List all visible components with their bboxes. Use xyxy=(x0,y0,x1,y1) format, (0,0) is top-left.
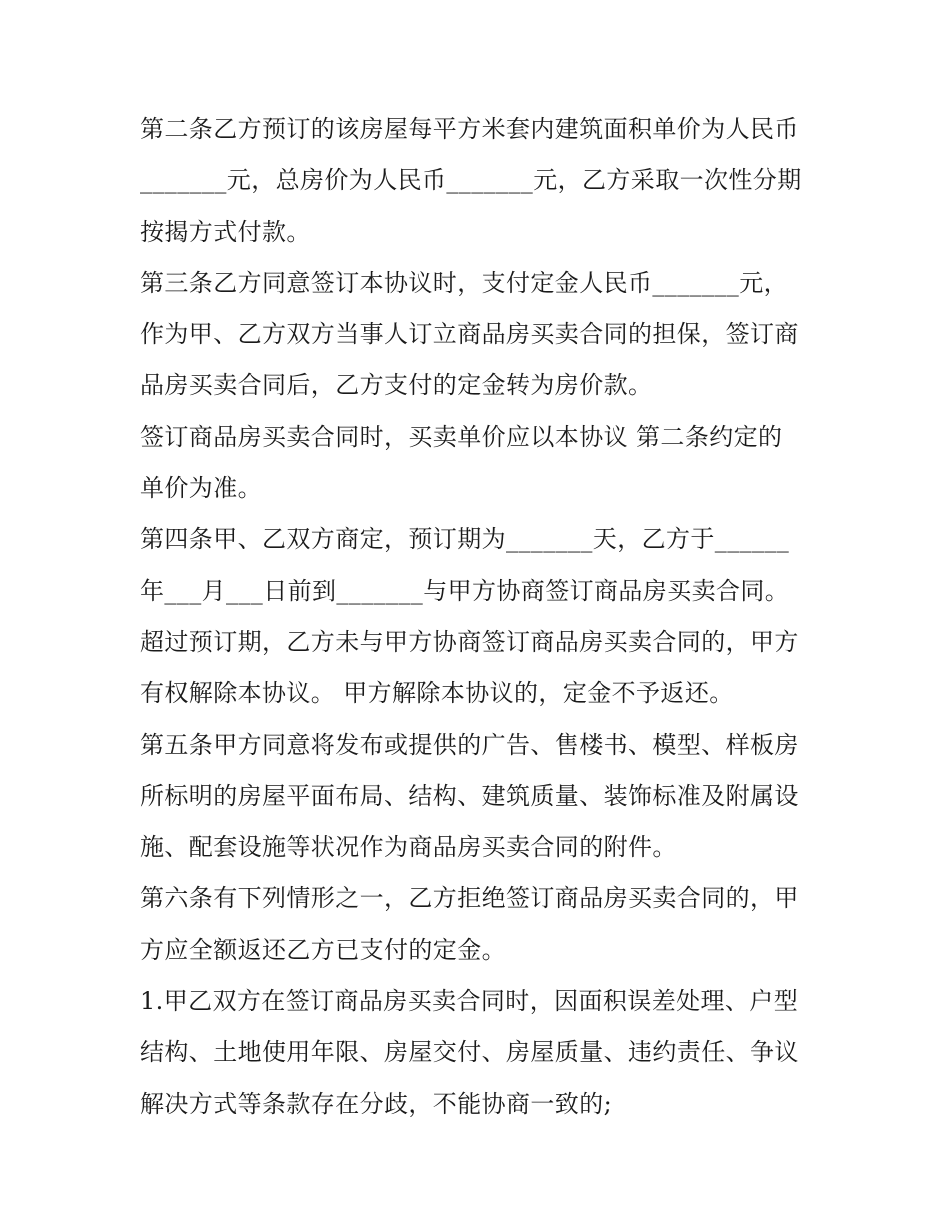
text-line: 第二条乙方预订的该房屋每平方米套内建筑面积单价为人民币 xyxy=(140,115,799,143)
text-line: 年___月___日前到_______与甲方协商签订商品房买卖合同。 xyxy=(140,576,790,605)
text-line: 方应全额返还乙方已支付的定金。 xyxy=(140,935,506,964)
text-line: 第四条甲、乙双方商定，预订期为_______天，乙方于______ xyxy=(140,525,790,554)
text-line: 作为甲、乙方双方当事人订立商品房买卖合同的担保，签订商 xyxy=(140,320,799,349)
text-line: 解决方式等条款存在分歧，不能协商一致的; xyxy=(140,1089,613,1118)
text-line: _______元，总房价为人民币_______元，乙方采取一次性分期 xyxy=(140,166,802,195)
text-line: 签订商品房买卖合同时，买卖单价应以本协议 第二条约定的 xyxy=(140,422,783,451)
text-line: 第六条有下列情形之一，乙方拒绝签订商品房买卖合同的，甲 xyxy=(140,884,799,913)
text-line: 品房买卖合同后，乙方支付的定金转为房价款。 xyxy=(140,371,653,400)
text-line: 施、配套设施等状况作为商品房买卖合同的附件。 xyxy=(140,833,677,862)
text-line: 单价为准。 xyxy=(140,474,262,503)
text-line: 有权解除本协议。 甲方解除本协议的，定金不予返还。 xyxy=(140,679,734,708)
text-line: 第三条乙方同意签订本协议时，支付定金人民币_______元， xyxy=(140,268,788,297)
text-line: 按揭方式付款。 xyxy=(140,217,311,246)
text-line: 第五条甲方同意将发布或提供的广告、售楼书、模型、样板房 xyxy=(140,730,799,759)
text-line: 结构、土地使用年限、房屋交付、房屋质量、违约责任、争议 xyxy=(140,1038,799,1067)
document-body xyxy=(140,104,820,1130)
text-line: 所标明的房屋平面布局、结构、建筑质量、装饰标准及附属设 xyxy=(140,781,799,810)
text-line: 超过预订期，乙方未与甲方协商签订商品房买卖合同的，甲方 xyxy=(140,627,799,656)
text-line: 1.甲乙双方在签订商品房买卖合同时，因面积误差处理、户型 xyxy=(140,987,799,1016)
